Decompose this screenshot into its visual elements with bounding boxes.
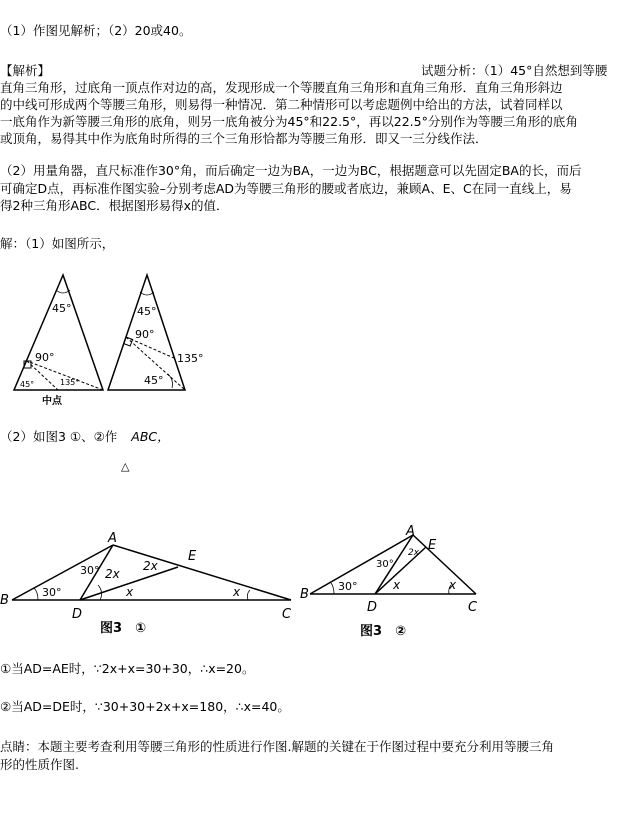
fig3a-angle-Dx: x [126,585,134,599]
fig3b-angle-Dx: x [393,578,401,592]
analysis-line-3: 一底角作为新等腰三角形的底角，则另一底角被分为45°和22.5°，再以22.5°分别作为等腰三角形的底角 [0,114,578,129]
fig3a-angle-A30: 30° [80,564,100,577]
part2-analysis-line-1: （2）用量角器，直尺标准作30°角，而后确定一边为BA，一边为BC，根据题意可以先固定BA的长，而后 [0,163,582,178]
analysis-line-4: 或顶角，易得其中作为底角时所得的三个三角形恰都为等腰三角形．即又一三分线作法． [0,131,488,146]
fig3a-angle-Cx: x [233,585,241,599]
part2-intro-text: （2）如图3 ①、②作 [0,429,118,444]
part2-analysis-line-2: 可确定D点，再标准作图实验–分别考虑AD为等腰三角形的腰或者底边，兼顾A、E、C在同一直线上，易 [0,181,572,196]
fig3a-point-B: B [0,593,9,608]
solution-intro: 解：（1）如图所示， [0,236,115,251]
fig3a-angle-E2x: 2x [143,559,158,573]
fig3b-point-C: C [468,600,478,615]
right-side-angle-label: 135° [177,352,204,365]
fig3a-point-D: D [72,607,83,622]
part2-analysis-line-3: 得2种三角形ABC．根据图形易得x的值． [0,198,229,213]
fig3a-point-A: A [108,531,117,546]
answer-header: （1）作图见解析；（2）20或40。 [0,23,192,38]
figure-3a [0,530,310,660]
triangle-symbol: △ [121,460,130,473]
left-mid-angle-label: 90° [35,351,55,364]
left-bottom-left-label: 45° [20,380,35,389]
right-bottom-angle-label: 45° [144,374,164,387]
analysis-line-1: 直角三角形，过底角一顶点作对边的高，发现形成一个等腰直角三角形和直角三角形．直角三角形斜边 [0,80,563,95]
fig3b-point-A: A [406,524,415,539]
fig3b-angle-Cx: x [449,578,457,592]
left-top-angle-label: 45° [52,302,72,315]
fig3b-angle-A30: 30° [376,559,394,570]
midpoint-caption: 中点 [42,396,62,407]
fig3b-caption: 图3 ② [360,624,407,639]
fig3b-point-E: E [428,538,437,553]
fig3a-point-C: C [282,607,292,622]
analysis-line-2: 的中线可形成两个等腰三角形，则易得一种情况．第二种情形可以考虑题例中给出的方法，试着同样以 [0,97,563,112]
part2-abc: ABC， [131,429,170,444]
left-bottom-right-label: 135° [60,378,80,387]
fig3a-caption: 图3 ① [100,621,147,636]
comment-line-1: 点睛：本题主要考查利用等腰三角形的性质进行作图.解题的关键在于作图过程中要充分利用等腰三角 [0,739,554,754]
figure-3b [300,524,508,655]
fig3b-angle-B: 30° [338,580,358,593]
fig3b-point-B: B [300,587,309,602]
part2-intro [0,428,170,445]
fig3a-angle-A2x: 2x [105,567,120,581]
analysis-title: 试题分析：（1）45°自然想到等腰 [421,63,608,78]
fig3a-angle-B: 30° [42,586,62,599]
analysis-tag: 【解析】 [0,63,51,78]
fig3a-point-E: E [188,549,197,564]
figure-triangle-right [102,270,212,395]
right-top-angle-label: 45° [137,305,157,318]
case-1: ①当AD=AE时，∵2x+x=30+30，∴x=20。 [0,661,255,676]
fig3b-angle-A2x: 2x [408,548,420,558]
fig3b-point-D: D [367,600,378,615]
case-2: ②当AD=DE时，∵30+30+2x+x=180，∴x=40。 [0,699,290,714]
right-mid-angle-label: 90° [135,328,155,341]
comment-line-2: 形的性质作图. [0,757,79,772]
